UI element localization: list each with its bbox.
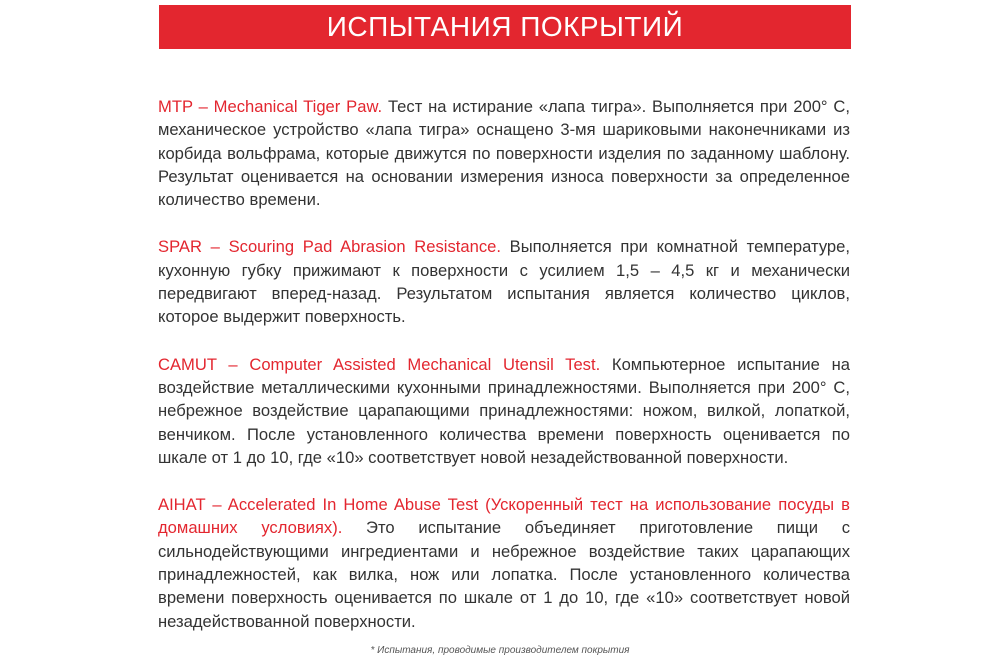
section-spar-body: Выполняется при комнатной температуре, кухонную губку прижимают к поверхности с усилием 1,5 – 4,5 кг и механически передвигают вперед-назад. Результатом испытания является количество циклов, которое выдержит поверхность. xyxy=(158,237,850,327)
section-mtp-body: Тест на истирание «лапа тигра». Выполняется при 200° С, механическое устройство «лапа тигра» оснащено 3-мя шариковыми наконечниками из корбида вольфрама, которые движутся по поверхности изделия по заданному шаблону. Результат оценивается на основании измерения износа поверхности за определенное количество времени. xyxy=(158,97,850,210)
section-mtp-title: MTP – Mechanical Tiger Paw. xyxy=(158,97,383,116)
section-aihat-title: AIHAT – Accelerated In Home Abuse Test (Ускоренный тест на использование посуды в домашних условиях). xyxy=(158,495,850,538)
section-camut-body: Компьютерное испытание на воздействие металлическими кухонными принадлежностями. Выполняется при 200° С, небрежное воздействие царапающими принадлежностями: ножом, вилкой, лопаткой, венчиком. После установленного количества времени поверхность оценивается по шкале от 1 до 10, где «10» соответствует новой незадействованной поверхности. xyxy=(158,354,850,467)
section-spar xyxy=(158,235,850,328)
section-camut xyxy=(158,353,850,469)
tests-content xyxy=(158,95,850,657)
section-camut-title: CAMUT – Computer Assisted Mechanical Utensil Test. xyxy=(158,354,601,374)
section-mtp xyxy=(158,95,850,211)
page-title-banner xyxy=(159,5,851,49)
section-aihat-body: Это испытание объединяет приготовление пищи с сильнодействующими ингредиентами и небрежное воздействие таких царапающих принадлежностей, как вилка, нож или лопатка. После установленного количества времени поверхность оценивается по шкале от 1 до 10, где «10» соответствует новой незадействованной поверхности. xyxy=(158,518,850,631)
section-spar-title: SPAR – Scouring Pad Abrasion Resistance. xyxy=(158,237,501,257)
page-title: ИСПЫТАНИЯ ПОКРЫТИЙ xyxy=(326,11,684,42)
footnote: * Испытания, проводимые производителем покрытия xyxy=(370,645,630,656)
section-aihat xyxy=(158,493,850,633)
